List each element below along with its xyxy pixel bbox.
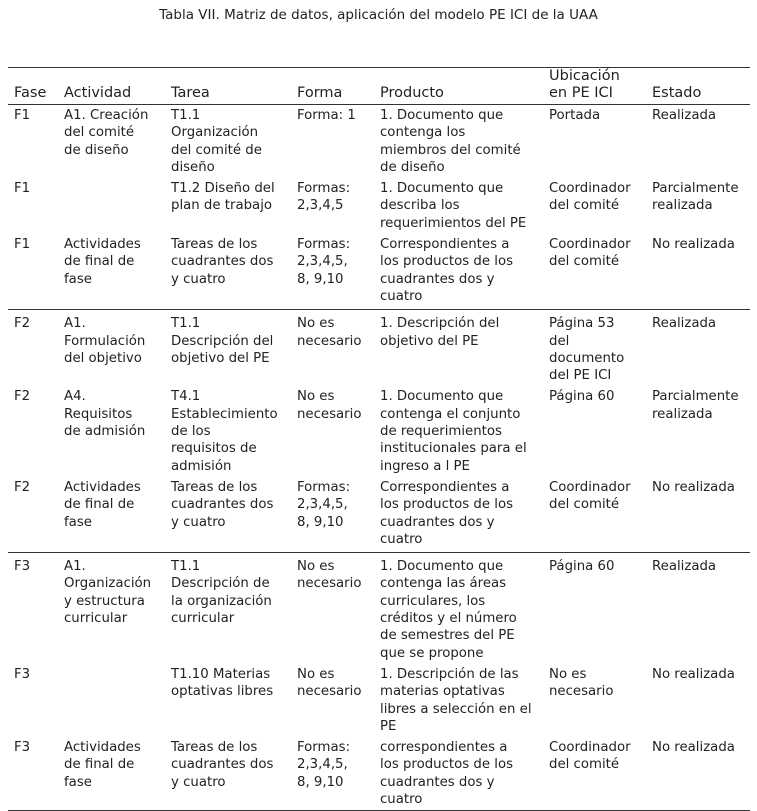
cell-actividad: A1. Formulación del objetivo — [64, 316, 146, 366]
table-row — [8, 664, 750, 737]
cell-tarea: T4.1 Establecimiento de los requisitos de admisión — [171, 389, 278, 474]
cell-producto: Correspondientes a los productos de los cuadrantes dos y cuatro — [374, 477, 543, 553]
cell-forma: No es necesario — [297, 666, 362, 700]
cell-ubicacion: Coordinador del comité — [543, 737, 646, 811]
cell-ubicacion: Coordinador del comité — [543, 234, 646, 310]
cell-ubicacion: Coordinador del comité — [543, 477, 646, 553]
table-row — [8, 105, 750, 179]
cell-forma: No es necesario — [297, 316, 362, 349]
data-matrix-table — [8, 67, 750, 811]
table-row — [8, 553, 750, 664]
cell-estado: No realizada — [646, 737, 750, 811]
cell-estado: Realizada — [652, 559, 717, 575]
header-estado: Estado — [646, 68, 750, 105]
cell-actividad: Actividades de final de fase — [58, 737, 165, 811]
cell-tarea: T1.2 Diseño del plan de trabajo — [171, 181, 275, 214]
cell-forma: No es necesario — [297, 389, 362, 422]
header-producto: Producto — [374, 68, 543, 105]
cell-ubicacion: Coordinador del comité — [549, 181, 631, 214]
cell-actividad — [58, 664, 165, 737]
cell-forma: Formas: 2,3,4,5 — [297, 181, 351, 214]
cell-tarea: T1.1 Organización del comité de diseño — [171, 108, 262, 175]
cell-tarea: Tareas de los cuadrantes dos y cuatro — [165, 477, 291, 553]
cell-estado: Realizada — [652, 108, 717, 123]
table-row — [8, 386, 750, 476]
table-row — [8, 310, 750, 387]
cell-estado: No realizada — [646, 234, 750, 310]
cell-actividad — [58, 178, 165, 234]
cell-ubicacion: Portada — [549, 108, 601, 123]
cell-actividad: Actividades de final de fase — [58, 234, 165, 310]
cell-ubicacion: Página 60 — [549, 559, 615, 575]
cell-producto: 1. Documento que describa los requerimientos del PE — [380, 181, 527, 231]
cell-fase: F2 — [14, 389, 31, 405]
cell-producto: correspondientes a los productos de los cuadrantes dos y cuatro — [374, 737, 543, 811]
cell-fase: F2 — [8, 477, 58, 553]
cell-producto: 1. Descripción de las materias optativas libres a selección en el PE — [380, 666, 532, 734]
cell-producto: 1. Documento que contenga los miembros del comité de diseño — [380, 108, 521, 175]
cell-forma: Formas: 2,3,4,5, 8, 9,10 — [291, 234, 374, 310]
cell-producto: Correspondientes a los productos de los cuadrantes dos y cuatro — [374, 234, 543, 310]
table-title: Tabla VII. Matriz de datos, aplicación del modelo PE ICI de la UAA — [159, 7, 598, 23]
cell-forma: Formas: 2,3,4,5, 8, 9,10 — [291, 737, 374, 811]
cell-producto: 1. Documento que contenga las áreas curriculares, los créditos y el número de semestres del PE que se propone — [380, 559, 517, 661]
header-fase: Fase — [8, 68, 58, 105]
header-forma: Forma — [291, 68, 374, 105]
header-ubicacion: Ubicación en PE ICI — [543, 68, 646, 105]
cell-actividad: Actividades de final de fase — [58, 477, 165, 553]
cell-fase: F1 — [14, 181, 31, 197]
cell-actividad: A1. Organización y estructura curricular — [64, 559, 152, 627]
cell-estado: Parcialmente realizada — [652, 181, 739, 214]
cell-forma: Formas: 2,3,4,5, 8, 9,10 — [291, 477, 374, 553]
cell-estado: Parcialmente realizada — [652, 389, 739, 422]
cell-actividad: A1. Creación del comité de diseño — [64, 108, 149, 158]
header-row — [8, 68, 750, 105]
cell-fase: F1 — [8, 234, 58, 310]
cell-tarea: Tareas de los cuadrantes dos y cuatro — [165, 234, 291, 310]
cell-forma: No es necesario — [297, 559, 362, 592]
cell-ubicacion: Página 53 del documento del PE ICI — [549, 316, 625, 384]
table-row — [8, 477, 750, 553]
cell-tarea: T1.1 Descripción de la organización curricular — [171, 559, 272, 627]
table-row — [8, 178, 750, 234]
cell-tarea: T1.1 Descripción del objetivo del PE — [171, 316, 274, 366]
cell-producto: 1. Descripción del objetivo del PE — [380, 316, 500, 349]
header-actividad: Actividad — [58, 68, 165, 105]
cell-tarea: T1.10 Materias optativas libres — [171, 666, 274, 700]
cell-fase: F3 — [14, 559, 31, 575]
cell-fase: F3 — [8, 737, 58, 811]
cell-forma: Forma: 1 — [297, 108, 356, 123]
cell-ubicacion: Página 60 — [549, 389, 615, 405]
table-row — [8, 234, 750, 310]
cell-tarea: Tareas de los cuadrantes dos y cuatro — [165, 737, 291, 811]
cell-estado: No realizada — [646, 477, 750, 553]
cell-fase: F3 — [14, 666, 31, 682]
cell-ubicacion: No es necesario — [549, 666, 614, 700]
cell-fase: F2 — [14, 316, 31, 332]
cell-actividad: A4. Requisitos de admisión — [64, 389, 146, 440]
cell-fase: F1 — [14, 108, 31, 123]
cell-estado: No realizada — [652, 666, 735, 682]
header-tarea: Tarea — [165, 68, 291, 105]
cell-producto: 1. Documento que contenga el conjunto de requerimientos institucionales para el ingreso a l PE — [380, 389, 527, 474]
cell-estado: Realizada — [652, 316, 717, 332]
